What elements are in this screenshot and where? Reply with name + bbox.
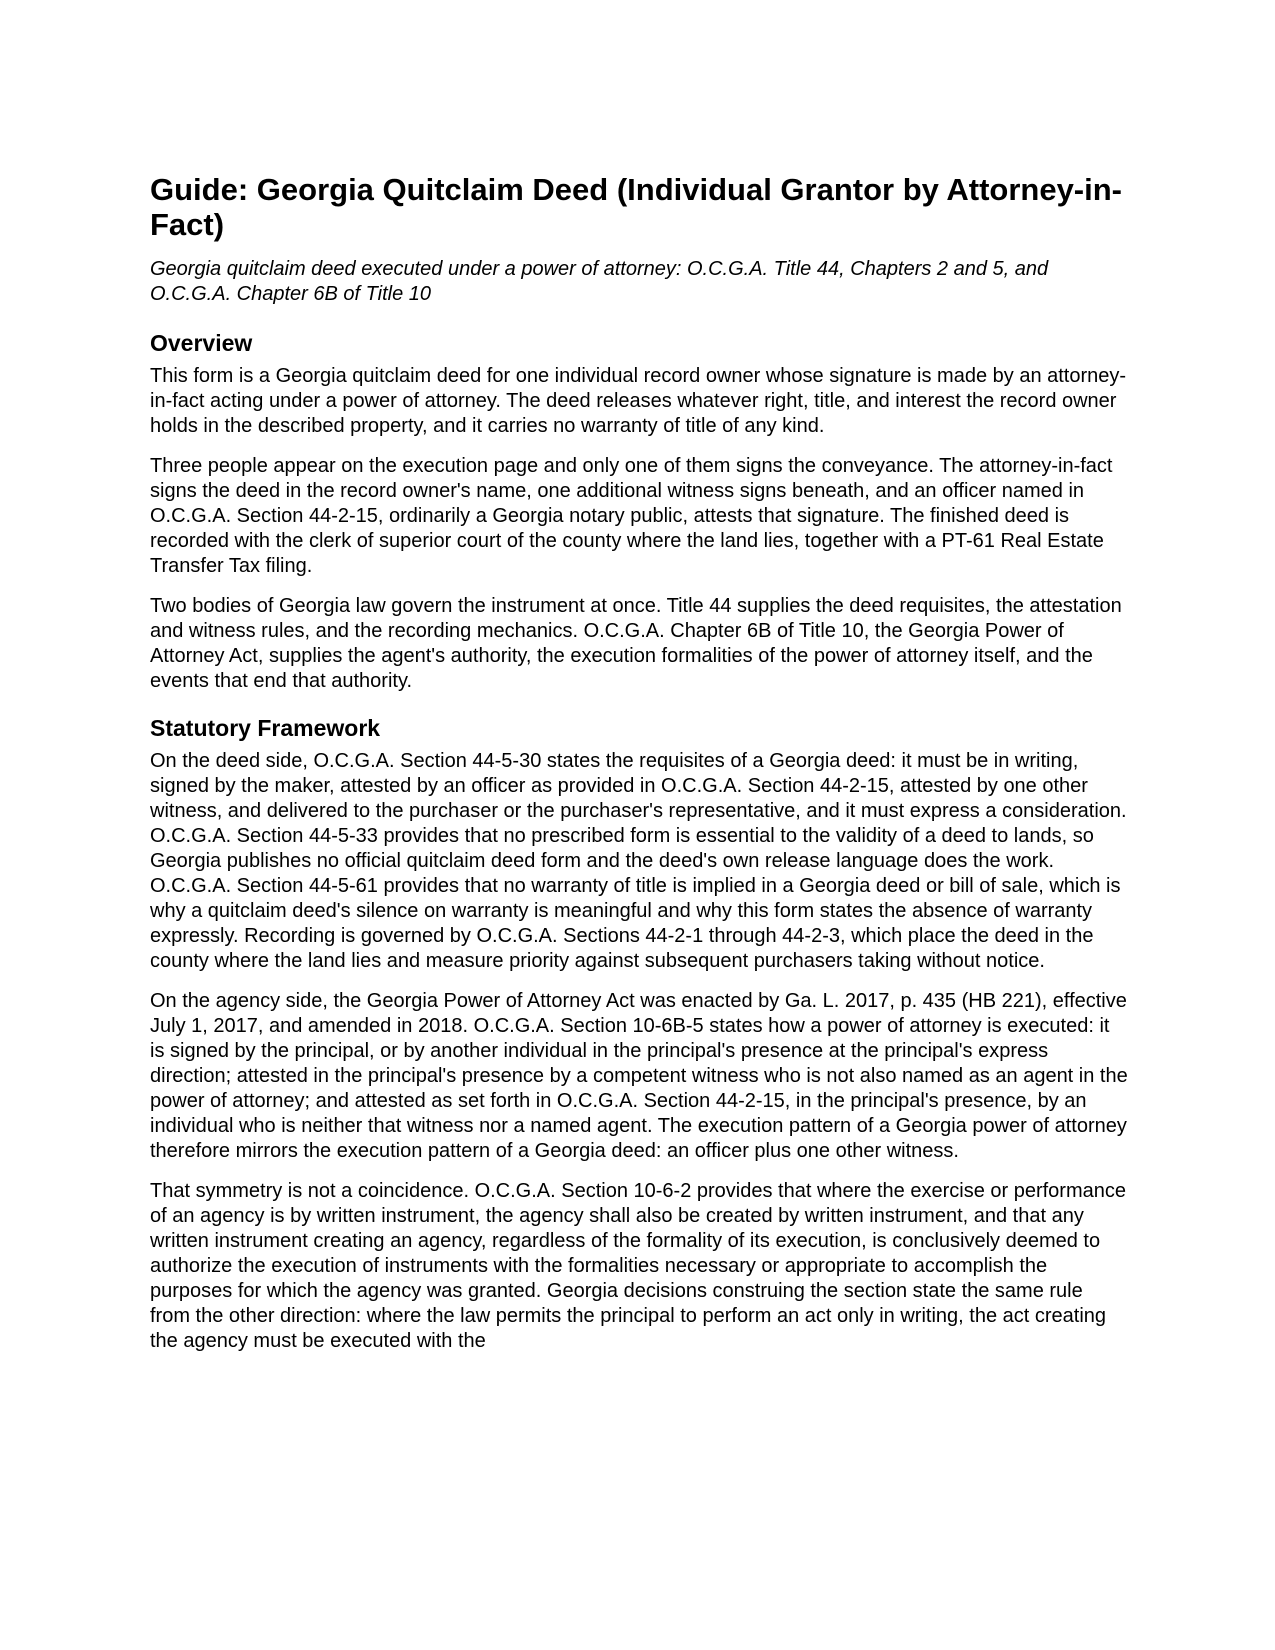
paragraph: This form is a Georgia quitclaim deed for one individual record owner whose signature is made by an attorney-in-fact acting under a power of attorney. The deed releases whatever right, title, and interest the record owner holds in the described property, and it carries no warranty of title of any kind. xyxy=(150,365,1127,437)
document-title: Guide: Georgia Quitclaim Deed (Individual Grantor by Attorney-in-Fact) xyxy=(150,172,1123,242)
paragraph: That symmetry is not a coincidence. O.C.G.A. Section 10-6-2 provides that where the exercise or performance of an agency is by written instrument, the agency shall also be created by written instrument, and that any written instrument creating an agency, regardless of the formality of its execution, is conclusively deemed to authorize the execution of instruments with the formalities necessary or appropriate to accomplish the purposes for which the agency was granted. Georgia decisions construing the section state the same rule from the other direction: where the law permits the principal to perform an act only in writing, the act creating the agency must be executed with the xyxy=(150,1180,1126,1352)
section-overview xyxy=(150,329,1128,694)
paragraph: On the agency side, the Georgia Power of Attorney Act was enacted by Ga. L. 2017, p. 435 (HB 221), effective July 1, 2017, and amended in 2018. O.C.G.A. Section 10-6B-5 states how a power of attorney is executed: it is signed by the principal, or by another individual in the principal's presence at the principal's express direction; attested in the principal's presence by a competent witness who is not also named as an agent in the power of attorney; and attested as set forth in O.C.G.A. Section 44-2-15, in the principal's presence, by an individual who is neither that witness nor a named agent. The execution pattern of a Georgia power of attorney therefore mirrors the execution pattern of a Georgia deed: an officer plus one other witness. xyxy=(150,990,1128,1162)
section-statutory-framework xyxy=(150,714,1128,1354)
paragraph: On the deed side, O.C.G.A. Section 44-5-30 states the requisites of a Georgia deed: it must be in writing, signed by the maker, attested by an officer as provided in O.C.G.A. Section 44-2-15, attested by one other witness, and delivered to the purchaser or the purchaser's representative, and it must express a consideration. O.C.G.A. Section 44-5-33 provides that no prescribed form is essential to the validity of a deed to lands, so Georgia publishes no official quitclaim deed form and the deed's own release language does the work. O.C.G.A. Section 44-5-61 provides that no warranty of title is implied in a Georgia deed or bill of sale, which is why a quitclaim deed's silence on warranty is meaningful and why this form states the absence of warranty expressly. Recording is governed by O.C.G.A. Sections 44-2-1 through 44-2-3, which place the deed in the county where the land lies and measure priority against subsequent purchasers taking without notice. xyxy=(150,750,1127,972)
document-subtitle: Georgia quitclaim deed executed under a power of attorney: O.C.G.A. Title 44, Chapters 2 and 5, and O.C.G.A. Chapter 6B of Title 10 xyxy=(150,258,1049,305)
paragraph: Two bodies of Georgia law govern the instrument at once. Title 44 supplies the deed requisites, the attestation and witness rules, and the recording mechanics. O.C.G.A. Chapter 6B of Title 10, the Georgia Power of Attorney Act, supplies the agent's authority, the execution formalities of the power of attorney itself, and the events that end that authority. xyxy=(150,595,1122,692)
section-heading: Statutory Framework xyxy=(150,715,381,741)
section-heading: Overview xyxy=(150,330,253,356)
paragraph: Three people appear on the execution page and only one of them signs the conveyance. The attorney-in-fact signs the deed in the record owner's name, one additional witness signs beneath, and an officer named in O.C.G.A. Section 44-2-15, ordinarily a Georgia notary public, attests that signature. The finished deed is recorded with the clerk of superior court of the county where the land lies, together with a PT-61 Real Estate Transfer Tax filing. xyxy=(150,455,1113,577)
document-page xyxy=(150,172,1128,1369)
